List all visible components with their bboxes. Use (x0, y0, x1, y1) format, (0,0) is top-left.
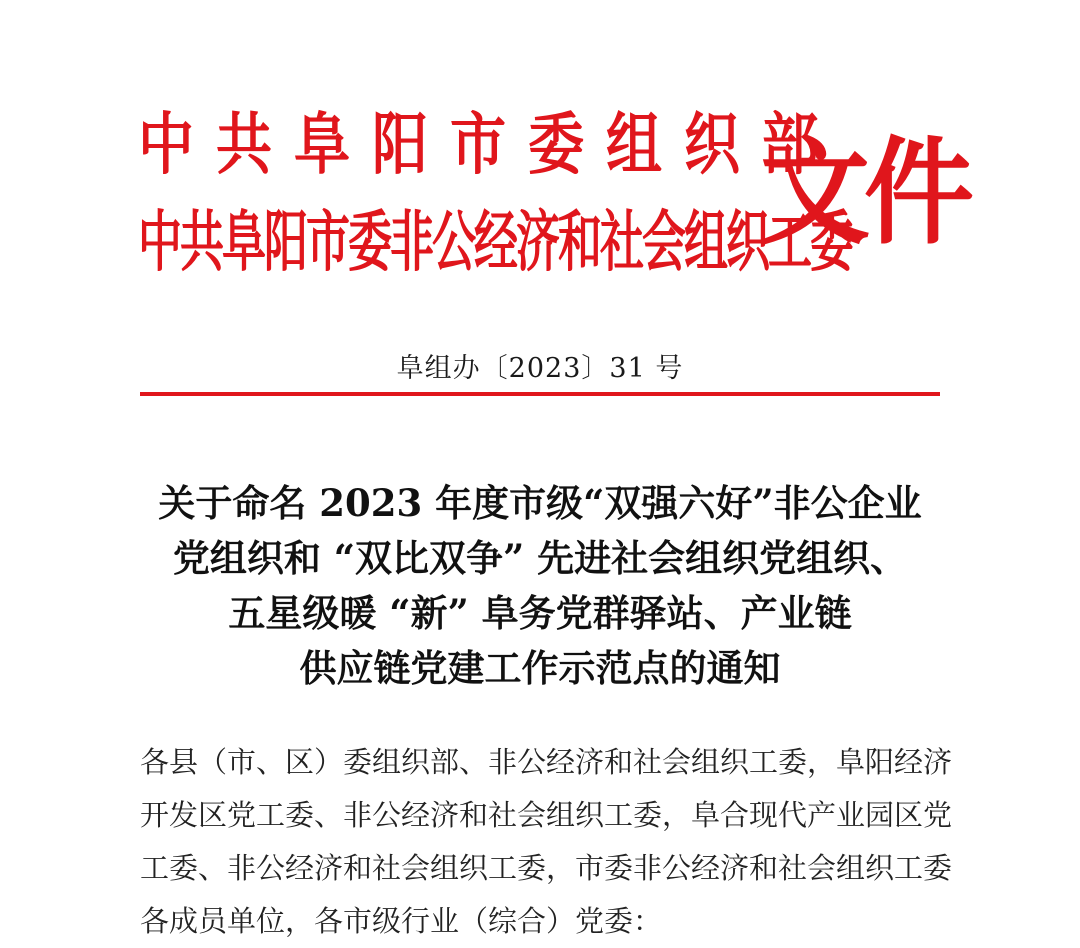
masthead-document-label: 文件 (760, 125, 968, 260)
masthead (138, 92, 968, 282)
document-title (120, 476, 960, 696)
title-line-1: 关于命名 2023 年度市级“双强六好”非公企业 (158, 481, 922, 525)
document-number: 阜组办〔2023〕31 号 (396, 353, 684, 384)
recipient-line-4: 各成员单位，各市级行业（综合）党委： (140, 904, 663, 938)
recipient-line-2: 开发区党工委、非公经济和社会组织工委，阜合现代产业园区党 (140, 798, 953, 832)
masthead-issuer-2: 中共阜阳市委非公经济和社会组织工委 (138, 204, 852, 281)
title-line-2: 党组织和 “双比双争” 先进社会组织党组织、 (172, 536, 908, 580)
title-line-4: 供应链党建工作示范点的通知 (299, 646, 781, 690)
recipients-paragraph (140, 736, 953, 948)
title-line-3: 五星级暖 “新” 阜务党群驿站、产业链 (228, 591, 852, 635)
masthead-issuer-1: 中共阜阳市委组织部 (138, 106, 840, 185)
recipient-line-1: 各县（市、区）委组织部、非公经济和社会组织工委，阜阳经济 (140, 745, 953, 779)
recipient-line-3: 工委、非公经济和社会组织工委，市委非公经济和社会组织工委 (140, 851, 953, 885)
red-separator-line (140, 392, 940, 396)
